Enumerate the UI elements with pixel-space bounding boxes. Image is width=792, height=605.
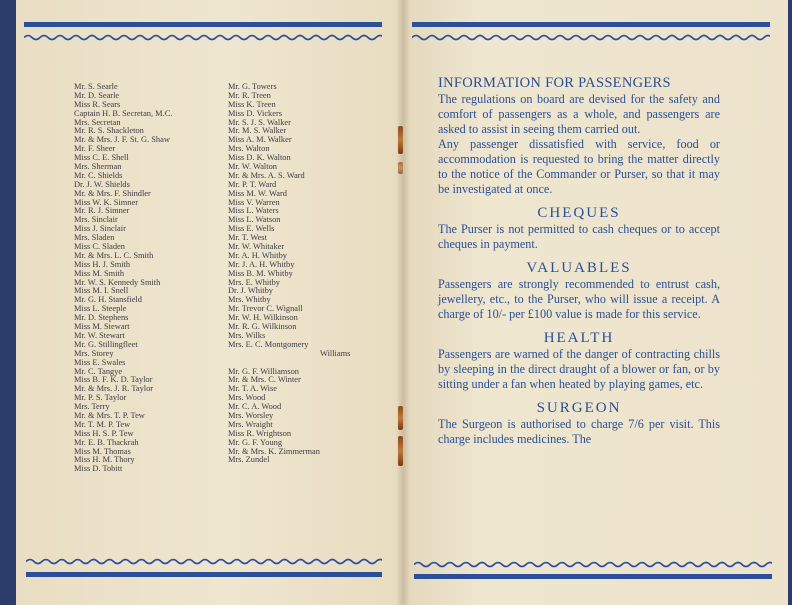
passenger-name: Miss H. J. Smith bbox=[74, 259, 131, 269]
passenger-name: Mrs. Wraight bbox=[228, 419, 273, 429]
top-staple bbox=[398, 126, 403, 154]
passenger-name: Miss H. S. P. Tew bbox=[74, 428, 134, 438]
heading-valuables: VALUABLES bbox=[526, 260, 632, 276]
passenger-name: Miss M. I. Snell bbox=[74, 286, 129, 296]
passenger-name: Mrs. Wilks bbox=[228, 330, 266, 340]
passenger-name: Mrs. Whitby bbox=[228, 295, 271, 305]
passenger-name: Mrs. E. Whitby bbox=[228, 277, 280, 287]
passenger-name: Mr. T. West bbox=[228, 233, 267, 243]
passenger-name: Mr. G. Towers bbox=[228, 82, 277, 91]
passenger-name: Miss D. Tobitt bbox=[74, 464, 123, 474]
passenger-name: Mr. A. H. Whitby bbox=[228, 250, 287, 260]
passenger-name: Mr. G. F. Young bbox=[228, 437, 283, 447]
passenger-name: Mr. P. S. Taylor bbox=[74, 393, 127, 403]
info-paragraph-complaints: Any passenger dissatisfied with service, food or accommodation is requested to bring the matter directly to the notice of the Commander or Purser, so that it may be investigated at once. bbox=[438, 137, 720, 196]
top-rule-left bbox=[24, 22, 382, 27]
passenger-name: Mrs. Walton bbox=[228, 144, 270, 154]
bottom-ornament-right bbox=[414, 560, 772, 569]
paragraph-cheques: The Purser is not permitted to cash cheques or to accept cheques in payment. bbox=[438, 222, 720, 251]
passenger-list-column-2 bbox=[228, 83, 350, 465]
heading-cheques: CHEQUES bbox=[537, 205, 621, 221]
passenger-name: Mrs. Terry bbox=[74, 402, 110, 412]
book-gutter bbox=[396, 0, 410, 605]
passenger-name: Miss W. K. Simner bbox=[74, 197, 138, 207]
passenger-name: Mr. R. J. Simner bbox=[74, 206, 130, 216]
passenger-name: Mrs. Secretan bbox=[74, 117, 121, 127]
passenger-name: Miss B. F. K. D. Taylor bbox=[74, 375, 153, 385]
passenger-name: Miss K. Treen bbox=[228, 99, 276, 109]
bottom-rule-right bbox=[414, 574, 772, 579]
passenger-name: Miss A. M. Walker bbox=[228, 135, 292, 145]
passenger-name: Captain H. B. Secretan, M.C. bbox=[74, 108, 173, 118]
passenger-name: Mr. Trevor C. Wignall bbox=[228, 304, 303, 314]
bottom-staple-lower bbox=[398, 436, 403, 466]
passenger-name: Mr. F. Sheer bbox=[74, 144, 116, 154]
passenger-name: Mrs. Wood bbox=[228, 393, 266, 403]
heading-health: HEALTH bbox=[543, 330, 615, 346]
passenger-name: Miss M. Thomas bbox=[74, 446, 131, 456]
passenger-name: Mr. C. Shields bbox=[74, 170, 123, 180]
passenger-name: Mr. R. Treen bbox=[228, 90, 271, 100]
passenger-name: Mr. G. Stillingfleet bbox=[74, 339, 138, 349]
passenger-name: Mr. W. Stewart bbox=[74, 330, 125, 340]
passenger-name: Mr. W. H. Wilkinson bbox=[228, 313, 298, 323]
top-ornament-right bbox=[412, 33, 770, 42]
passenger-name: Mr. C. A. Wood bbox=[228, 402, 282, 412]
top-staple-lower bbox=[398, 162, 403, 174]
passenger-name: Mrs. Storey bbox=[74, 348, 114, 358]
passenger-name: Mrs. E. C. Montgomery bbox=[228, 339, 309, 349]
passenger-name: Miss V. Warren bbox=[228, 197, 280, 207]
paragraph-surgeon: The Surgeon is authorised to charge 7/6 per visit. This charge includes medicines. The bbox=[438, 417, 720, 446]
passenger-name: Miss B. M. Whitby bbox=[228, 268, 293, 278]
passenger-name: Mr. S. J. S. Walker bbox=[228, 117, 291, 127]
passenger-name: Mr. D. Searle bbox=[74, 90, 120, 100]
passenger-name: Mr. W. Whitaker bbox=[228, 242, 285, 252]
passenger-name: Williams bbox=[320, 348, 351, 358]
paragraph-valuables: Passengers are strongly recommended to entrust cash, jewellery, etc., to the Purser, who will issue a receipt. A charge of 10/- per £100 value is made for this service. bbox=[438, 277, 720, 321]
passenger-name: Mr. R. S. Shackleton bbox=[74, 126, 144, 136]
passenger-name: Miss L. Waters bbox=[228, 206, 279, 216]
passenger-name: Miss C. Sladen bbox=[74, 242, 125, 252]
passenger-name: Mr. & Mrs. K. Zimmerman bbox=[228, 446, 320, 456]
passenger-name: Miss C. E. Shell bbox=[74, 153, 129, 163]
passenger-name: Mr. S. Searle bbox=[74, 82, 118, 91]
passenger-name: Mr. & Mrs. A. S. Ward bbox=[228, 170, 305, 180]
passenger-name: Mr. E. B. Thackrah bbox=[74, 437, 139, 447]
passenger-name: Mr. G. F. Williamson bbox=[228, 366, 299, 376]
passenger-list-column-1 bbox=[74, 83, 172, 474]
passenger-name: Mr. & Mrs. L. C. Smith bbox=[74, 250, 154, 260]
passenger-name: Mr. & Mrs. J. R. Taylor bbox=[74, 384, 154, 394]
passenger-name: Miss R. Wrightson bbox=[228, 428, 292, 438]
top-rule-right bbox=[412, 22, 770, 27]
passenger-name: Miss D. Vickers bbox=[228, 108, 283, 118]
top-ornament-left bbox=[24, 33, 382, 42]
passenger-name: Miss L. Watson bbox=[228, 215, 281, 225]
passenger-name: Mr. T. A. Wise bbox=[228, 384, 277, 394]
passenger-name: Mrs. Sherman bbox=[74, 162, 122, 172]
passenger-name: Miss M. Stewart bbox=[74, 322, 130, 332]
passenger-name: Mrs. Sinclair bbox=[74, 215, 118, 225]
bottom-staple bbox=[398, 406, 403, 430]
passenger-information bbox=[438, 74, 720, 447]
passenger-name: Mr. J. A. H. Whitby bbox=[228, 259, 295, 269]
passenger-name: Mr. G. H. Stansfield bbox=[74, 295, 142, 305]
passenger-name: Mr. D. Stephens bbox=[74, 313, 129, 323]
passenger-name: Mr. W. Walton bbox=[228, 162, 277, 172]
passenger-name: Mr. M. S. Walker bbox=[228, 126, 287, 136]
passenger-name: Miss R. Sears bbox=[74, 99, 121, 109]
heading-surgeon: SURGEON bbox=[536, 400, 622, 416]
info-title: INFORMATION FOR PASSENGERS bbox=[438, 75, 671, 91]
passenger-name: Miss E. Wells bbox=[228, 224, 275, 234]
passenger-name: Dr. J. W. Shields bbox=[74, 179, 130, 189]
bottom-ornament-left bbox=[26, 557, 382, 566]
passenger-name: Miss E. Swales bbox=[74, 357, 126, 367]
paragraph-health: Passengers are warned of the danger of contracting chills by sleeping in the direct draught of a blower or fan, or by sitting under a fan when heated by playing games, etc. bbox=[438, 347, 720, 391]
passenger-name: Mr. C. Tangye bbox=[74, 366, 123, 376]
passenger-name: Mrs. Zundel bbox=[228, 455, 270, 465]
passenger-name: Miss J. Sinclair bbox=[74, 224, 126, 234]
passenger-name: Miss H. M. Thory bbox=[74, 455, 135, 465]
info-paragraph-regulations: The regulations on board are devised for the safety and comfort of passengers as a whole, and passengers are asked to assist in seeing them carried out. bbox=[438, 92, 720, 136]
passenger-name: Miss D. K. Walton bbox=[228, 153, 291, 163]
passenger-name: Mr. & Mrs. T. P. Tew bbox=[74, 410, 145, 420]
passenger-name: Miss M. W. Ward bbox=[228, 188, 287, 198]
passenger-name: Mr. & Mrs. F. Shindler bbox=[74, 188, 151, 198]
passenger-name: Mr. & Mrs. J. F. St. G. Shaw bbox=[74, 135, 170, 145]
passenger-name: Mr. & Mrs. C. Winter bbox=[228, 375, 301, 385]
passenger-name: Mrs. Sladen bbox=[74, 233, 115, 243]
passenger-name: Miss M. Smith bbox=[74, 268, 125, 278]
passenger-name: Mr. W. S. Kennedy Smith bbox=[74, 277, 161, 287]
passenger-name: Mr. P. T. Ward bbox=[228, 179, 277, 189]
passenger-name: Mr. R. G. Wilkinson bbox=[228, 322, 297, 332]
bottom-rule-left bbox=[26, 572, 382, 577]
passenger-name: Mrs. Worsley bbox=[228, 410, 274, 420]
passenger-name: Mr. T. M. P. Tew bbox=[74, 419, 131, 429]
passenger-name: Dr. J. Whitby bbox=[228, 286, 273, 296]
passenger-name: Miss L. Steeple bbox=[74, 304, 127, 314]
